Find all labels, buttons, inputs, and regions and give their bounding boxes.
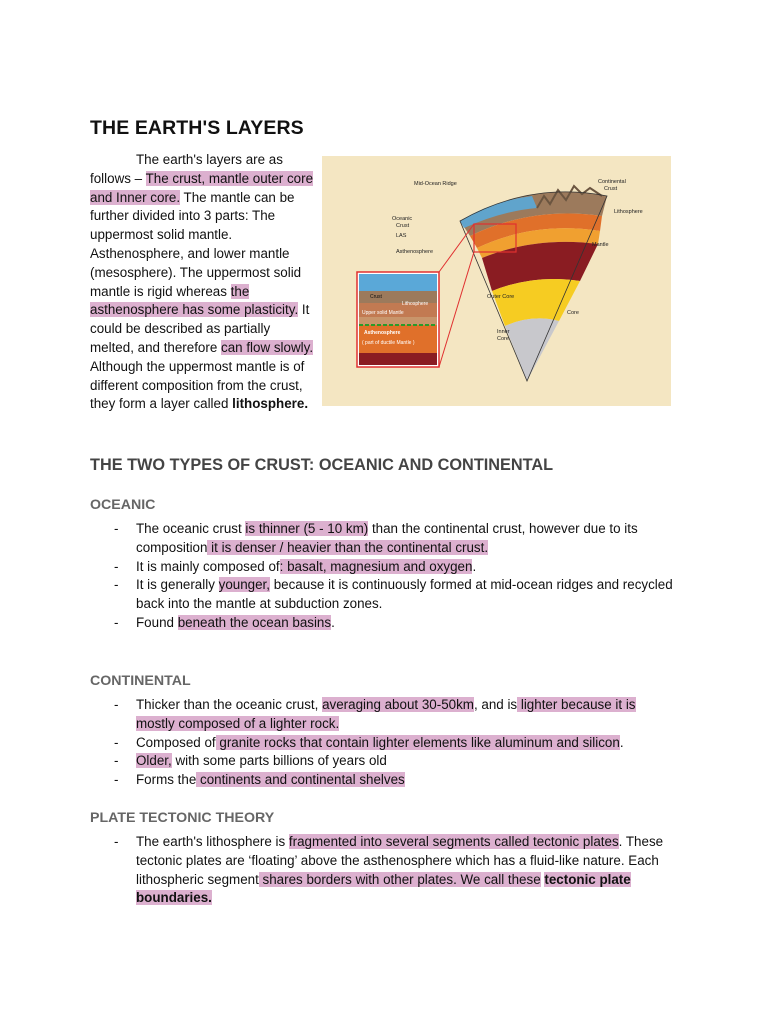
- inset-label-ductile: ( part of ductile Mantle ): [362, 340, 415, 346]
- plate-list: [114, 833, 674, 908]
- label-asthenosphere: Asthenosphere: [396, 249, 433, 255]
- label-mid-ocean-ridge: Mid-Ocean Ridge: [414, 181, 457, 187]
- plate-tectonic-heading: PLATE TECTONIC THEORY: [90, 810, 275, 826]
- label-inner-core-2: Core: [497, 336, 509, 342]
- zoom-line-bottom: [439, 252, 474, 367]
- oceanic-heading: OCEANIC: [90, 497, 156, 513]
- label-continental-crust-1: Continental: [598, 179, 626, 185]
- diagram-inner-core-layer: [505, 318, 559, 381]
- label-inner-core-1: Inner: [497, 329, 510, 335]
- label-continental-crust-2: Crust: [604, 186, 618, 192]
- label-oceanic-crust-2: Crust: [396, 223, 410, 229]
- crust-types-heading: THE TWO TYPES OF CRUST: OCEANIC AND CONTINENTAL: [90, 456, 554, 474]
- page-title: THE EARTH'S LAYERS: [90, 117, 304, 139]
- inset-label-lithosphere: Lithosphere: [402, 301, 429, 307]
- plate-boundaries-bold: tectonic plate boundaries.: [136, 871, 631, 906]
- inset-mid: [359, 317, 437, 325]
- inset-label-asthenosphere: Asthenosphere: [364, 330, 401, 336]
- intro-text-2: The mantle can be further divided into 3 parts: The uppermost solid mantle. Asthenosphere, and lower mantle (mesosphere). The uppermost solid mantle is rigid whereas: [90, 189, 302, 299]
- earth-layers-svg: [322, 156, 671, 406]
- list-item: - Forms the continents and continental shelves: [114, 772, 405, 788]
- intro-highlight-1: The crust, mantle outer core and Inner core.: [90, 170, 314, 205]
- list-item: - The earth's lithosphere is fragmented into several segments called tectonic plates. These tectonic plates are ‘floating’ above the asthenosphere which has a fluid-like nature. Each lithospheric segment shares borders with other plates. We call these tectonic plate boundaries.: [114, 834, 664, 906]
- zoom-line-top: [439, 224, 474, 272]
- list-item: - Found beneath the ocean basins.: [114, 614, 335, 630]
- earth-layers-diagram: [322, 156, 671, 406]
- label-core: Core: [567, 310, 579, 316]
- list-item: - Thicker than the oceanic crust, averaging about 30-50km, and is lighter because it is mostly composed of a lighter rock.: [114, 697, 636, 731]
- label-oceanic-crust-1: Oceanic: [392, 216, 413, 222]
- label-lithosphere: Lithosphere: [614, 209, 643, 215]
- label-las: LAS: [396, 233, 407, 239]
- oceanic-list: [114, 520, 674, 633]
- intro-text-4: Although the uppermost mantle is of different composition from the crust, they form a layer called: [90, 358, 305, 412]
- inset-ocean: [359, 274, 437, 291]
- intro-paragraph: [90, 151, 314, 414]
- list-item: - Older, with some parts billions of years old: [114, 753, 387, 769]
- intro-highlight-3: can flow slowly.: [221, 339, 314, 355]
- list-item: - It is generally younger, because it is continuously formed at mid-ocean ridges and recycled back into the mantle at subduction zones.: [114, 577, 673, 612]
- list-item: - It is mainly composed of: basalt, magnesium and oxygen.: [114, 558, 477, 574]
- inset-label-crust: Crust: [370, 294, 382, 300]
- intro-highlight-2: the asthenosphere has some plasticity.: [90, 283, 299, 318]
- intro-text-1: The earth's layers are as follows –: [90, 152, 283, 186]
- label-mantle: Mantle: [592, 242, 609, 248]
- list-item: - The oceanic crust is thinner (5 - 10 km) than the continental crust, however due to its composition it is denser / heavier than the continental crust.: [114, 521, 638, 555]
- inset-mantle: [359, 353, 437, 365]
- list-item: - Composed of granite rocks that contain lighter elements like aluminum and silicon.: [114, 734, 624, 750]
- inset-label-upper-mantle: Upper solid Mantle: [362, 310, 404, 316]
- label-outer-core: Outer Core: [487, 294, 515, 300]
- continental-heading: CONTINENTAL: [90, 673, 191, 689]
- intro-text-3: It could be described as partially melted, and therefore: [90, 302, 310, 355]
- continental-list: [114, 696, 674, 790]
- intro-bold-lithosphere: lithosphere.: [232, 396, 309, 412]
